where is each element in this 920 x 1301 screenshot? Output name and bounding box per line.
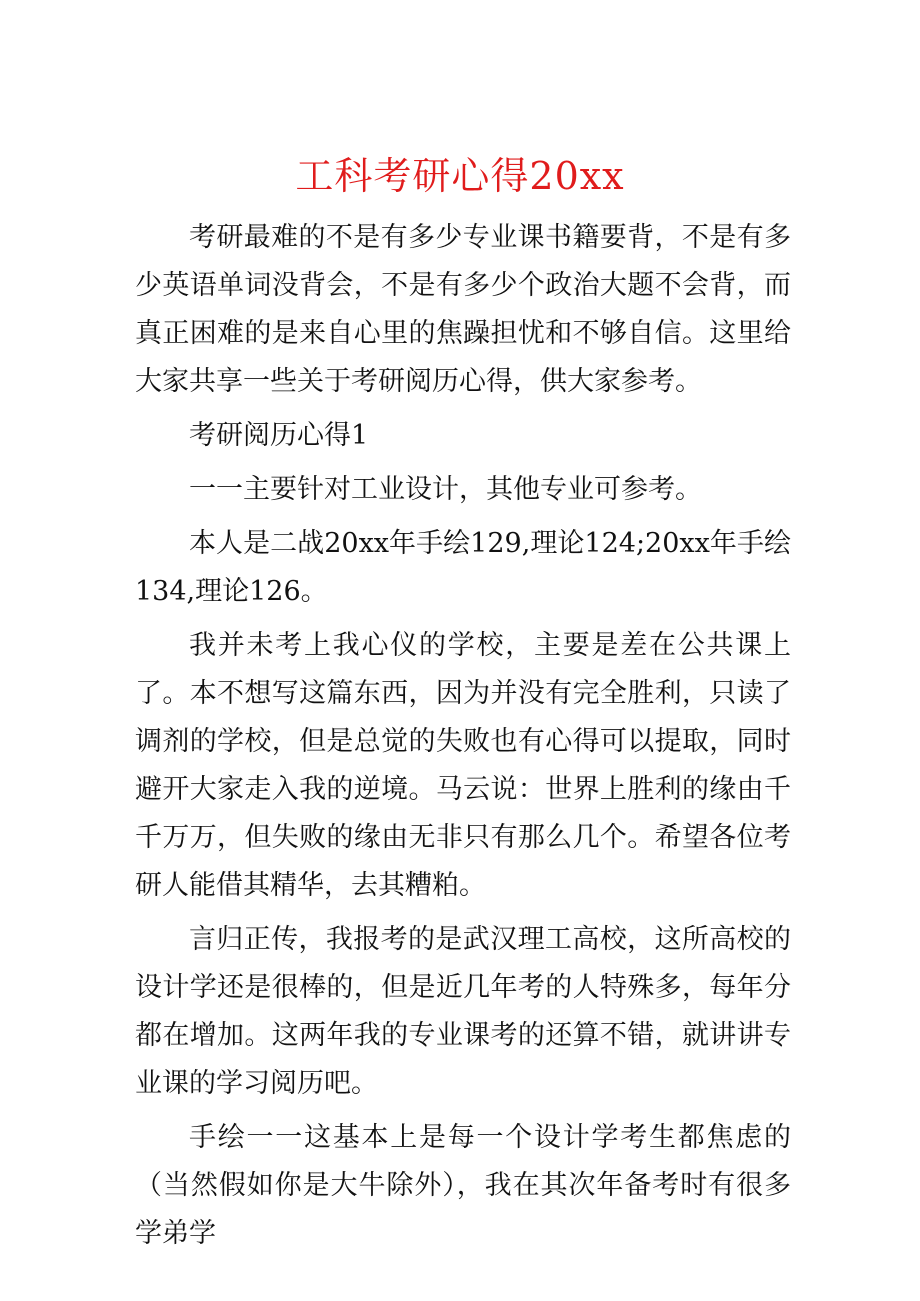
paragraph-note: 一一主要针对工业设计，其他专业可参考。	[189, 474, 702, 505]
paragraph-section-heading: 考研阅历心得1	[189, 420, 369, 451]
paragraph-failure: 我并未考上我心仪的学校，主要是差在公共课上了。本不想写这篇东西，因为并没有完全胜利，只读了调剂的学校，但是总觉的失败也有心得可以提取，同时避开大家走入我的逆境。马云说：世界上胜利的缘由千千万万，但失败的缘由无非只有那么几个。希望各位考研人能借其精华，去其糟粕。	[135, 630, 791, 901]
document-title: 工科考研心得20xx	[295, 154, 625, 198]
document-body	[135, 214, 791, 1264]
paragraph-scores: 本人是二战20xx年手绘129,理论124;20xx年手绘134,理论126。	[135, 528, 791, 607]
paragraph-drawing: 手绘一一这基本上是每一个设计学考生都焦虑的（当然假如你是大牛除外），我在其次年备考时有很多学弟学	[135, 1122, 791, 1249]
paragraph-intro: 考研最难的不是有多少专业课书籍要背，不是有多少英语单词没背会，不是有多少个政治大题不会背，而真正困难的是来自心里的焦躁担忧和不够自信。这里给大家共享一些关于考研阅历心得，供大家参考。	[135, 222, 791, 397]
paragraph-school: 言归正传，我报考的是武汉理工高校，这所高校的设计学还是很棒的，但是近几年考的人特殊多，每年分都在增加。这两年我的专业课考的还算不错，就讲讲专业课的学习阅历吧。	[135, 924, 791, 1099]
